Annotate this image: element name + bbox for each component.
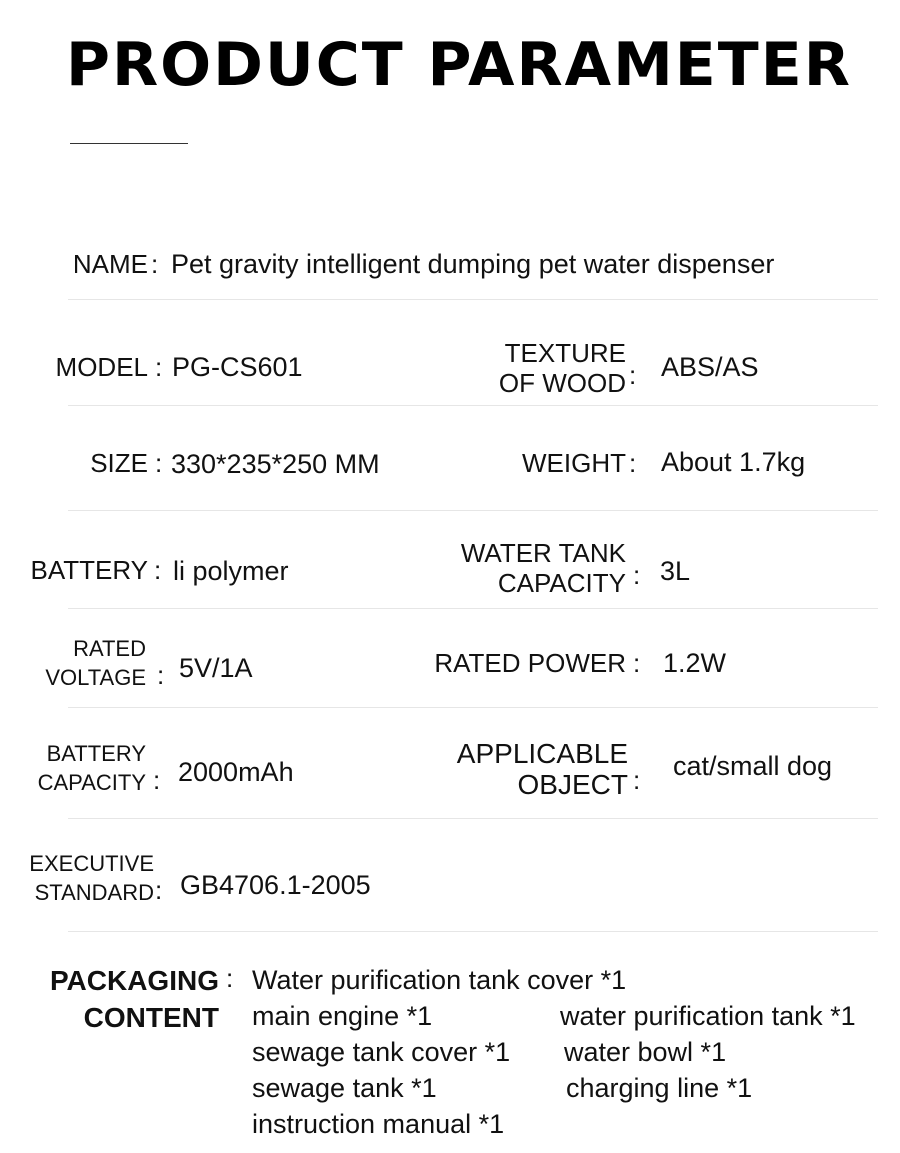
packaging-label (50, 962, 219, 1036)
row-divider (68, 931, 878, 932)
texture-colon: : (629, 360, 637, 390)
battery-label: BATTERY (30, 555, 148, 585)
rated-power-label: RATED POWER (434, 648, 626, 678)
executive-value: GB4706.1-2005 (180, 870, 371, 900)
title-underline (70, 143, 188, 144)
texture-label-line2: OF WOOD (498, 368, 626, 398)
packaging-item: sewage tank *1 (252, 1073, 437, 1103)
applicable-label-line2: OBJECT (517, 769, 628, 800)
row-divider (68, 608, 878, 609)
battery-capacity-value: 2000mAh (178, 757, 294, 787)
packaging-item: instruction manual *1 (252, 1109, 505, 1139)
texture-label (499, 338, 626, 398)
executive-label-line1: EXECUTIVE (29, 851, 154, 876)
packaging-label-line1: PACKAGING (49, 965, 219, 996)
rated-voltage-colon: : (157, 660, 165, 690)
weight-colon: : (629, 448, 637, 478)
rated-voltage-value: 5V/1A (179, 653, 253, 683)
packaging-item: Water purification tank cover *1 (252, 965, 627, 995)
packaging-item: main engine *1 (252, 1001, 433, 1031)
texture-label-line1: TEXTURE (504, 338, 626, 368)
battery-capacity-label (38, 739, 146, 797)
size-value: 330*235*250 MM (171, 449, 380, 479)
water-tank-label (461, 538, 626, 598)
packaging-item: sewage tank cover *1 (252, 1037, 511, 1067)
model-value: PG-CS601 (172, 352, 303, 382)
weight-label: WEIGHT (522, 448, 626, 478)
model-label: MODEL (55, 352, 148, 382)
applicable-colon: : (633, 765, 641, 795)
row-divider (68, 405, 878, 406)
battery-capacity-label-line2: CAPACITY (37, 770, 146, 795)
name-value: Pet gravity intelligent dumping pet water dispenser (171, 249, 775, 279)
name-label: NAME (72, 249, 148, 279)
texture-value: ABS/AS (661, 352, 759, 382)
size-label: SIZE (90, 448, 148, 478)
rated-voltage-label (45, 634, 146, 692)
packaging-item: water bowl *1 (564, 1037, 727, 1067)
packaging-item: water purification tank *1 (560, 1001, 856, 1031)
rated-voltage-label-line2: VOLTAGE (45, 665, 146, 690)
applicable-label-line1: APPLICABLE (456, 738, 628, 769)
name-colon: : (151, 249, 159, 279)
size-colon: : (155, 448, 163, 478)
row-divider (68, 818, 878, 819)
water-tank-value: 3L (660, 556, 691, 586)
applicable-value: cat/small dog (673, 751, 833, 781)
row-divider (68, 299, 878, 300)
row-divider (68, 510, 878, 511)
rated-power-colon: : (633, 648, 641, 678)
packaging-label-line2: CONTENT (83, 1002, 219, 1033)
battery-capacity-label-line1: BATTERY (46, 741, 146, 766)
water-tank-label-line1: WATER TANK (460, 538, 626, 568)
battery-capacity-colon: : (153, 765, 161, 795)
executive-label-line2: STANDARD (34, 880, 154, 905)
executive-label (29, 849, 154, 907)
packaging-item: charging line *1 (566, 1073, 753, 1103)
rated-voltage-label-line1: RATED (73, 636, 146, 661)
model-colon: : (155, 352, 163, 382)
row-divider (68, 707, 878, 708)
executive-colon: : (155, 875, 163, 905)
water-tank-label-line2: CAPACITY (497, 568, 626, 598)
rated-power-value: 1.2W (663, 648, 727, 678)
page-title: PRODUCT PARAMETER (66, 30, 852, 100)
battery-value: li polymer (173, 556, 289, 586)
weight-value: About 1.7kg (661, 447, 806, 477)
packaging-colon: : (226, 963, 234, 993)
water-tank-colon: : (633, 560, 641, 590)
battery-colon: : (154, 555, 162, 585)
applicable-label (457, 738, 628, 800)
